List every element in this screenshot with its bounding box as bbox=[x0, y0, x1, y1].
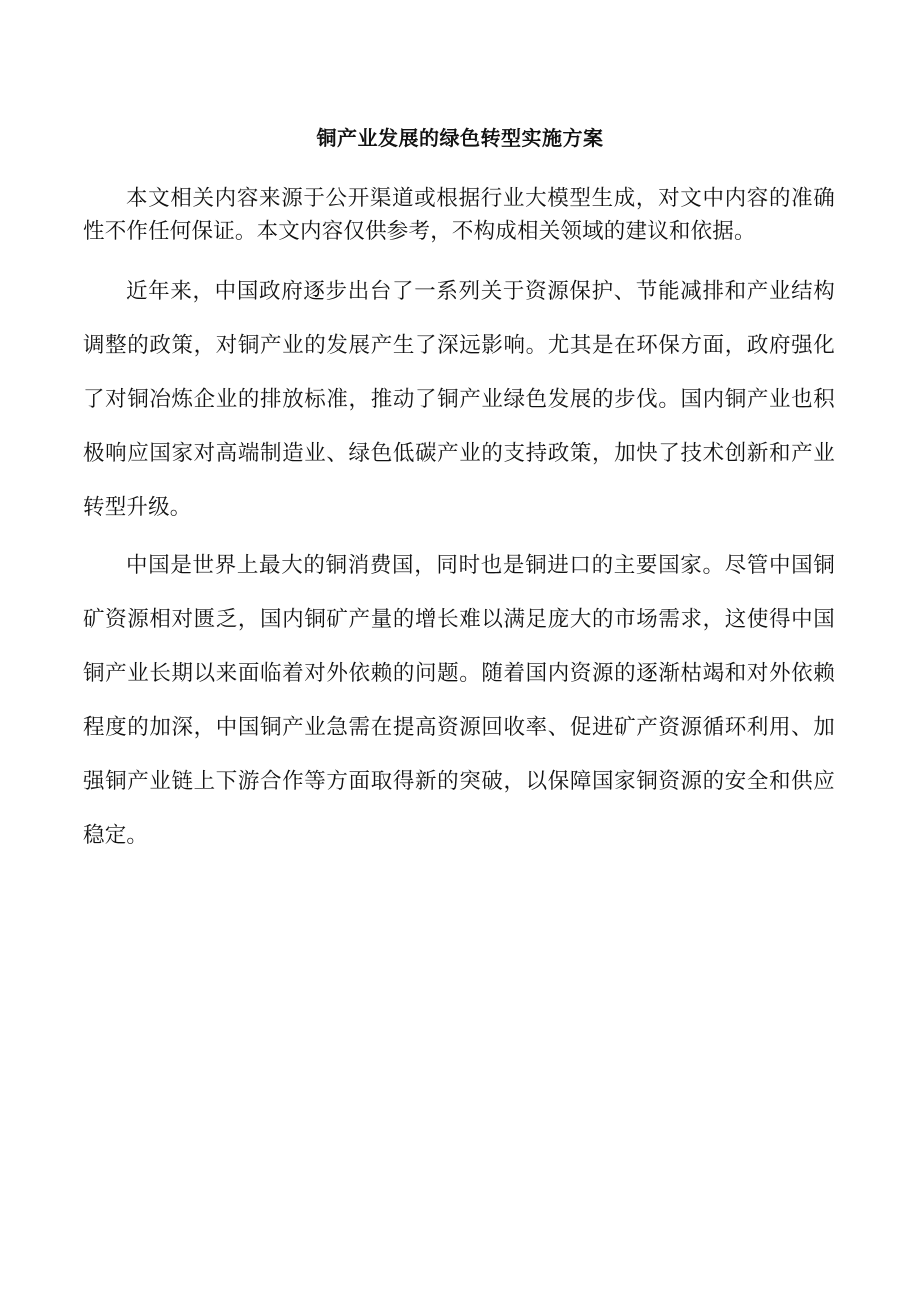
disclaimer-paragraph: 本文相关内容来源于公开渠道或根据行业大模型生成，对文中内容的准确性不作任何保证。本文内容仅供参考，不构成相关领域的建议和依据。 bbox=[83, 186, 835, 244]
body-paragraph-policy: 近年来，中国政府逐步出台了一系列关于资源保护、节能减排和产业结构调整的政策，对铜产业的发展产生了深远影响。尤其是在环保方面，政府强化了对铜冶炼企业的排放标准，推动了铜产业绿色发展的步伐。国内铜产业也积极响应国家对高端制造业、绿色低碳产业的支持政策，加快了技术创新和产业转型升级。 bbox=[83, 279, 835, 520]
body-paragraph-consumption: 中国是世界上最大的铜消费国，同时也是铜进口的主要国家。尽管中国铜矿资源相对匮乏，国内铜矿产量的增长难以满足庞大的市场需求，这使得中国铜产业长期以来面临着对外依赖的问题。随着国内资源的逐渐枯竭和对外依赖程度的加深，中国铜产业急需在提高资源回收率、促进矿产资源循环利用、加强铜产业链上下游合作等方面取得新的突破，以保障国家铜资源的安全和供应稳定。 bbox=[83, 553, 835, 848]
document-title: 铜产业发展的绿色转型实施方案 bbox=[316, 126, 604, 150]
